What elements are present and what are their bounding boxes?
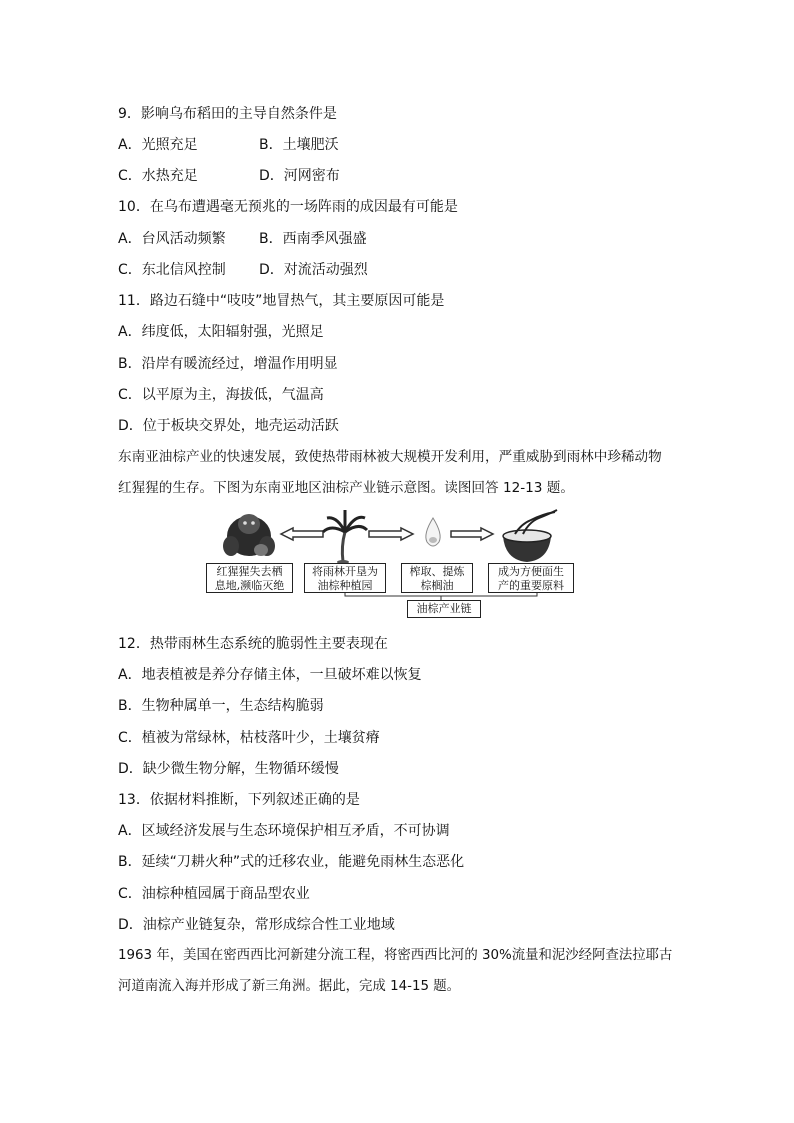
q9-option-c: C．水热充足 (118, 168, 198, 184)
oil-drop-icon (426, 518, 440, 546)
box4-line2: 产的重要原料 (498, 579, 564, 592)
q13-option-b: B．延续“刀耕火种”式的迁移农业，能避免雨林生态恶化 (118, 854, 465, 870)
box3-line1: 榨取、提炼 (409, 565, 465, 578)
q11-option-d: D．位于板块交界处，地壳运动活跃 (118, 418, 339, 434)
q12-option-c: C．植被为常绿林，枯枝落叶少，土壤贫瘠 (118, 730, 380, 746)
passage2-line1: 1963 年，美国在密西西比河新建分流工程，将密西西比河的 30%流量和泥沙经阿查法拉耶古 (118, 948, 673, 963)
q11-option-b: B．沿岸有暖流经过，增温作用明显 (118, 356, 338, 372)
q10-option-c: C．东北信风控制 (118, 262, 226, 278)
q10-option-b: B．西南季风强盛 (259, 231, 367, 247)
q12-stem: 12．热带雨林生态系统的脆弱性主要表现在 (118, 636, 388, 652)
q10-stem: 10．在乌布遭遇毫无预兆的一场阵雨的成因最有可能是 (118, 199, 458, 215)
passage2-line2: 河道南流入海并形成了新三角洲。据此，完成 14-15 题。 (118, 979, 461, 994)
box1-line2: 息地,濒临灭绝 (214, 579, 285, 592)
q12-option-a: A．地表植被是养分存储主体，一旦破坏难以恢复 (118, 667, 422, 683)
q10-option-d: D．对流活动强烈 (259, 262, 368, 278)
arrow-left-icon (281, 528, 323, 540)
box-orangutan-habitat (206, 563, 293, 593)
q11-option-c: C．以平原为主，海拔低，气温高 (118, 387, 324, 403)
oil-palm-chain-diagram (205, 506, 585, 622)
box2-line2: 油棕种植园 (317, 579, 373, 592)
q13-option-c: C．油棕种植园属于商品型农业 (118, 886, 310, 902)
q12-option-d: D．缺少微生物分解，生物循环缓慢 (118, 761, 339, 777)
box-rainforest-clearing (304, 563, 386, 593)
passage1-line2: 红猩猩的生存。下图为东南亚地区油棕产业链示意图。读图回答 12-13 题。 (118, 480, 574, 496)
arrow-right-icon-1 (369, 528, 413, 540)
q13-stem: 13．依据材料推断，下列叙述正确的是 (118, 792, 360, 808)
chain-bracket (345, 592, 537, 600)
q9-option-d: D．河网密布 (259, 168, 340, 184)
palm-tree-icon (323, 510, 367, 564)
q9-stem: 9．影响乌布稻田的主导自然条件是 (118, 106, 337, 122)
q9-option-a: A．光照充足 (118, 137, 198, 153)
chain-label: 油棕产业链 (407, 600, 481, 618)
box1-line1: 红猩猩失去栖 (216, 565, 283, 578)
q10-option-a: A．台风活动频繁 (118, 231, 226, 247)
q13-option-d: D．油棕产业链复杂，常形成综合性工业地域 (118, 917, 395, 933)
box3-line2: 棕榈油 (420, 579, 454, 592)
box2-line1: 将雨林开垦为 (312, 565, 378, 578)
passage1-line1: 东南亚油棕产业的快速发展，致使热带雨林被大规模开发利用，严重威胁到雨林中珍稀动物 (118, 449, 662, 465)
q12-option-b: B．生物种属单一，生态结构脆弱 (118, 698, 324, 714)
arrow-right-icon-2 (451, 528, 493, 540)
q11-stem: 11．路边石缝中“吱吱”地冒热气，其主要原因可能是 (118, 293, 445, 309)
q11-option-a: A．纬度低，太阳辐射强，光照足 (118, 324, 324, 340)
orangutan-icon (223, 514, 275, 556)
box-oil-extraction (401, 563, 473, 593)
box4-line1: 成为方便面生 (498, 565, 564, 578)
box-noodle-material (488, 563, 574, 593)
q13-option-a: A．区域经济发展与生态环境保护相互矛盾，不可协调 (118, 823, 450, 839)
q9-option-b: B．土壤肥沃 (259, 137, 339, 153)
noodle-bowl-icon (503, 510, 557, 562)
